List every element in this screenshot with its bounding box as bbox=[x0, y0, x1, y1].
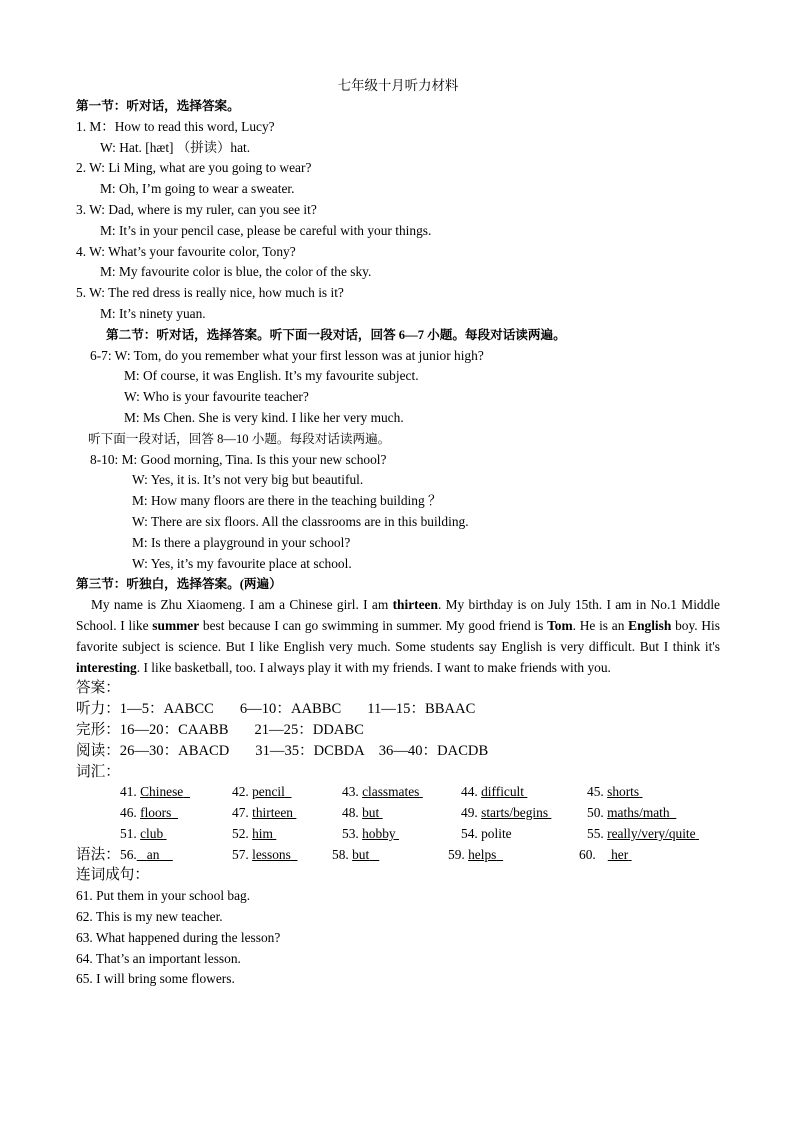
vocab-item: 47. thirteen bbox=[232, 805, 294, 821]
dialogue-line: M: Of course, it was English. It’s my favourite subject. bbox=[124, 368, 419, 384]
dialogue-8-10-intro: 听下面一段对话，回答 8—10 小题。每段对话读两遍。 bbox=[88, 431, 391, 446]
vocab-row bbox=[76, 803, 720, 824]
answer-group: 11—15：BBAAC bbox=[367, 701, 476, 718]
dialogue-line: W: There are six floors. All the classrooms are in this building. bbox=[132, 513, 469, 529]
answer-group: 26—30：ABACD bbox=[119, 742, 230, 759]
answers-listening bbox=[76, 699, 720, 720]
monologue-text: . I like basketball, too. I always play it with my friends. I want to make friends with you. bbox=[136, 659, 611, 675]
answers-cloze bbox=[76, 720, 720, 741]
sentence-answer: 62. This is my new teacher. bbox=[76, 909, 223, 925]
monologue-text: My name is Zhu Xiaomeng. I am a Chinese girl. I am bbox=[91, 597, 393, 613]
dialogue-line: 3. W: Dad, where is my ruler, can you see it? bbox=[76, 201, 317, 217]
monologue-text: boy. His favorite subject is science. But I like English very much. Some students say English is very difficult. But I think it's bbox=[76, 617, 720, 654]
dialogue-line: M: Oh, I’m going to wear a sweater. bbox=[100, 181, 295, 197]
vocab-item: 49. starts/begins bbox=[461, 805, 549, 821]
monologue-bold: summer bbox=[152, 617, 200, 633]
grammar-item: 58. but bbox=[332, 846, 370, 862]
dialogue-line: M: It’s ninety yuan. bbox=[100, 305, 206, 321]
monologue-bold: interesting bbox=[76, 659, 137, 675]
vocab-row bbox=[76, 782, 720, 803]
grammar-item: 57. lessons bbox=[232, 846, 291, 862]
dialogue-line: 2. W: Li Ming, what are you going to wear? bbox=[76, 160, 312, 176]
answers-label: 阅读： bbox=[76, 742, 120, 759]
sentence-answer: 64. That’s an important lesson. bbox=[76, 950, 241, 966]
section-1-heading: 第一节：听对话，选择答案。 bbox=[76, 99, 240, 113]
dialogue-line: 6-7: W: Tom, do you remember what your first lesson was at junior high? bbox=[90, 347, 484, 363]
vocab-item: 41. Chinese bbox=[120, 784, 184, 800]
sentence-answer: 65. I will bring some flowers. bbox=[76, 971, 235, 987]
grammar-item: 60. her bbox=[579, 846, 629, 862]
monologue-text: . My birthday is on July 15th. I am in No.1 Middle School. I like bbox=[76, 597, 720, 633]
sentence-answer: 61. Put them in your school bag. bbox=[76, 888, 251, 904]
dialogue-line: M: My favourite color is blue, the color of the sky. bbox=[100, 264, 372, 280]
answers-label: 听力： bbox=[76, 701, 120, 718]
vocab-item: 55. really/very/quite bbox=[587, 825, 696, 841]
vocab-item: 44. difficult bbox=[461, 784, 525, 800]
vocab-item: 48. but bbox=[342, 805, 380, 821]
answer-group: 1—5：AABCC bbox=[119, 701, 214, 718]
monologue-bold: thirteen bbox=[392, 597, 438, 613]
vocab-item: 42. pencil bbox=[232, 784, 285, 800]
dialogue-line: M: Ms Chen. She is very kind. I like her very much. bbox=[124, 409, 404, 425]
vocab-item: 54. polite bbox=[461, 825, 512, 841]
sentence-answer: 63. What happened during the lesson? bbox=[76, 929, 281, 945]
vocab-item: 45. shorts bbox=[587, 784, 640, 800]
dialogue-line: W: Yes, it is. It’s not very big but beautiful. bbox=[132, 472, 364, 488]
section-3-heading: 第三节：听独白，选择答案。(两遍） bbox=[76, 577, 282, 592]
dialogue-line: W: Hat. [hæt] （拼读）hat. bbox=[100, 139, 251, 155]
vocab-item: 52. him bbox=[232, 825, 273, 841]
dialogue-line: 8-10: M: Good morning, Tina. Is this your new school? bbox=[90, 451, 387, 467]
vocab-item: 51. club bbox=[120, 825, 164, 841]
answer-group: 31—35：DCBDA bbox=[255, 742, 365, 759]
vocab-item: 50. maths/math bbox=[587, 805, 670, 821]
answer-group: 6—10：AABBC bbox=[239, 701, 342, 718]
vocab-item: 53. hobby bbox=[342, 825, 396, 841]
vocab-row bbox=[76, 824, 720, 845]
monologue-text: . He is an bbox=[572, 617, 629, 633]
answers-vocab-heading: 词汇： bbox=[76, 763, 120, 780]
monologue-bold: English bbox=[628, 617, 672, 633]
answer-group: 21—25：DDABC bbox=[254, 721, 364, 738]
dialogue-line: M: How many floors are there in the teaching building ？ bbox=[132, 493, 442, 509]
dialogue-line: M: It’s in your pencil case, please be careful with your things. bbox=[100, 222, 432, 238]
monologue-paragraph bbox=[76, 595, 720, 678]
answers-label: 完形： bbox=[76, 721, 120, 738]
section-2-heading: 第二节：听对话，选择答案。听下面一段对话，回答 6—7 小题。每段对话读两遍。 bbox=[106, 327, 566, 342]
dialogue-line: 1. M：How to read this word, Lucy? bbox=[76, 118, 275, 134]
dialogue-line: 4. W: What’s your favourite color, Tony? bbox=[76, 243, 296, 259]
page-title: 七年级十月听力材料 bbox=[337, 78, 459, 93]
monologue-text: best because I can go swimming in summer. My good friend is bbox=[199, 617, 548, 633]
grammar-row bbox=[76, 845, 720, 866]
answers-sentence-heading: 连词成句： bbox=[76, 867, 149, 884]
dialogue-line: 5. W: The red dress is really nice, how much is it? bbox=[76, 285, 344, 301]
grammar-item: 59. helps bbox=[448, 846, 497, 862]
dialogue-line: W: Yes, it’s my favourite place at school. bbox=[132, 555, 352, 571]
dialogue-line: M: Is there a playground in your school? bbox=[132, 534, 351, 550]
answers-label: 语法： bbox=[76, 846, 120, 863]
document-page bbox=[76, 76, 720, 990]
answer-group: 16—20：CAABB bbox=[119, 721, 229, 738]
answer-group: 36—40：DACDB bbox=[378, 742, 489, 759]
vocab-item: 43. classmates bbox=[342, 784, 420, 800]
answers-reading bbox=[76, 741, 720, 762]
answers-heading: 答案： bbox=[76, 680, 120, 697]
grammar-item: 56. an bbox=[120, 846, 160, 862]
monologue-bold: Tom bbox=[547, 617, 573, 633]
dialogue-line: W: Who is your favourite teacher? bbox=[124, 389, 309, 405]
vocab-item: 46. floors bbox=[120, 805, 172, 821]
